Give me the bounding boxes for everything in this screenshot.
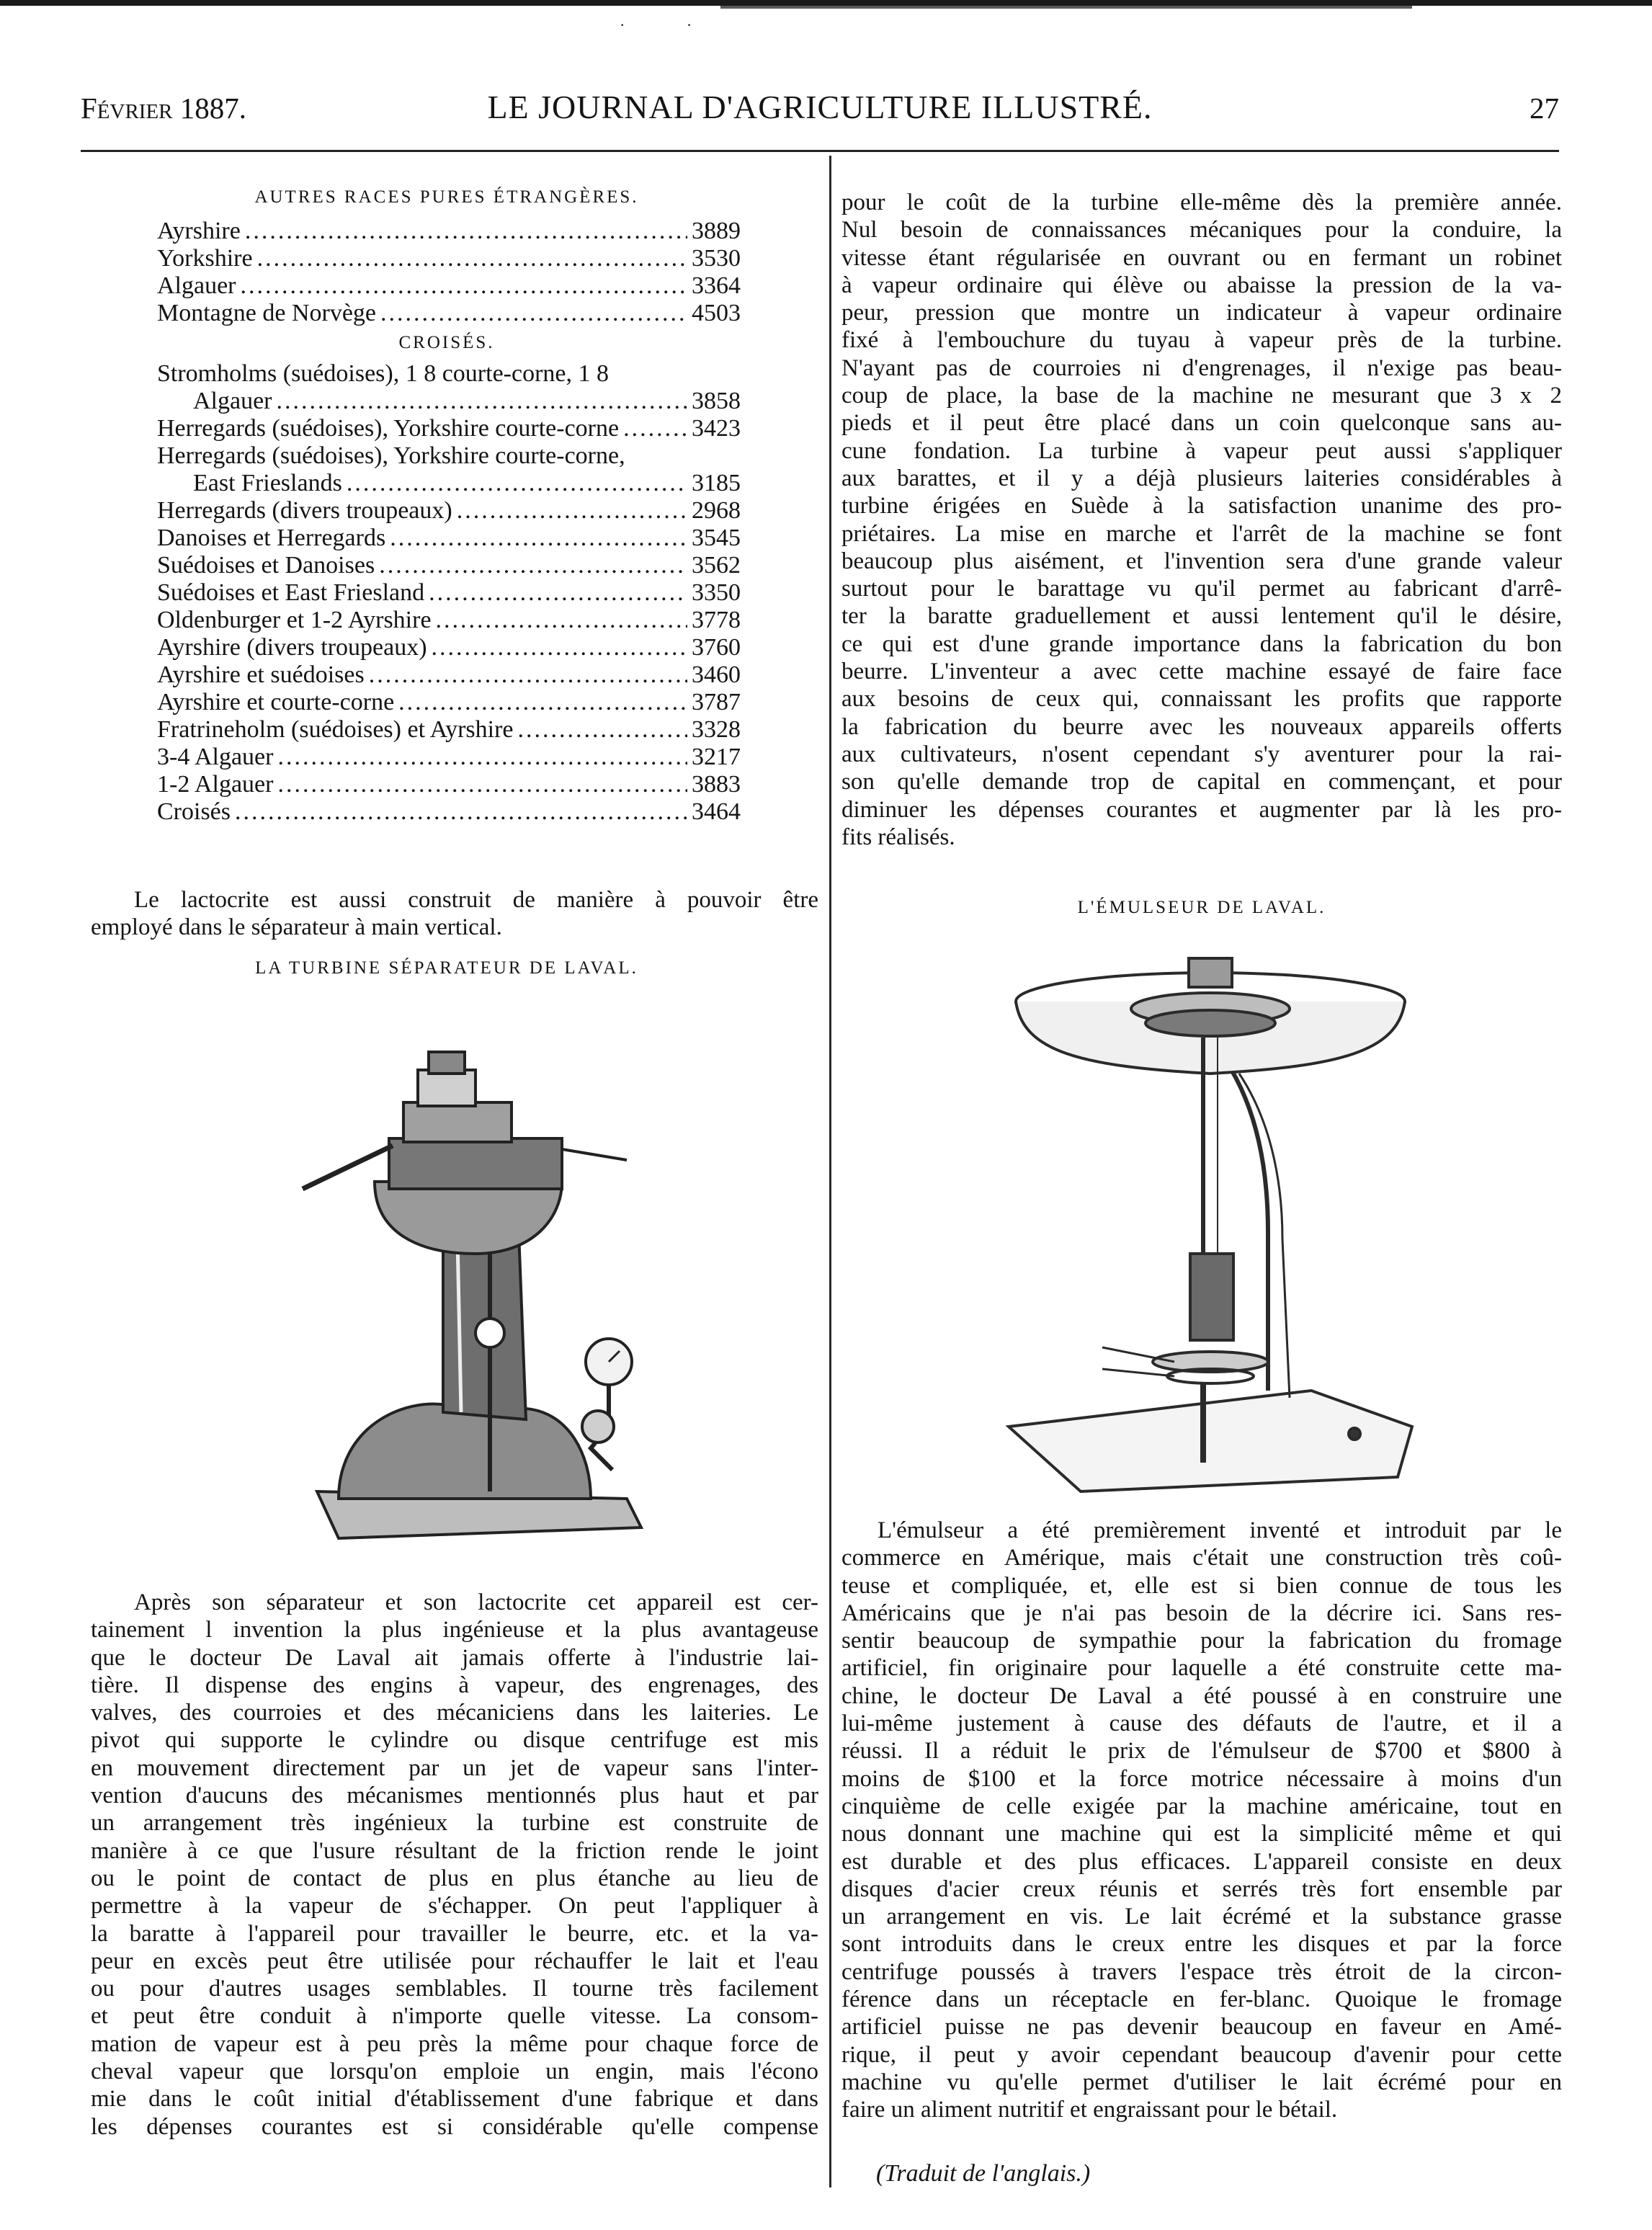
text-line: vitesse étant régularisée en ouvrant ou en fermant un robinet <box>841 244 1562 271</box>
text-line: fixé à l'embouchure du tuyau à vapeur près de la turbine. <box>841 327 1562 354</box>
cross-name: Danoises et Herregards <box>157 525 386 551</box>
text-line: priétaires. La mise en marche et l'arrêt de la machine se font <box>841 520 1562 547</box>
list-item <box>157 716 741 744</box>
cross-value: 3464 <box>692 798 741 825</box>
cross-value: 3760 <box>692 634 741 661</box>
cross-name: 1-2 Algauer <box>157 771 274 798</box>
race-name: Yorkshire <box>157 245 253 272</box>
text-line: cune fondation. La turbine à vapeur peut aussi s'appliquer <box>841 437 1562 464</box>
races-list <box>157 218 741 327</box>
text-line: diminuer les dépenses courantes et augmenter par là les pro- <box>841 796 1562 823</box>
text-line: chine, le docteur De Laval a été poussé à en construire une <box>841 1682 1562 1709</box>
cross-name: Stromholms (suédoises), 1 8 courte-corne, 1 8 <box>157 360 609 387</box>
text-line: machine vu qu'elle permet d'utiliser le lait écrémé pour en <box>841 2069 1562 2095</box>
text-line: son qu'elle demande trop de capital en commençant, et pour <box>841 769 1562 795</box>
emulseur-text <box>841 1517 1562 2124</box>
text-line: teuse et compliquée, et, elle est si bien connue de tous les <box>841 1572 1562 1599</box>
text-line: aux besoins de ceux qui, connaissant les profits que rapporte <box>841 686 1562 713</box>
text-line: Américains que je n'ai pas besoin de la décrire ici. Sans res- <box>841 1600 1562 1626</box>
text-line: lui-même justement à cause des défauts de l'autre, et il a <box>841 1711 1562 1737</box>
text-line: Nul besoin de connaissances mécaniques pour la conduire, la <box>841 217 1562 244</box>
turbine-heading: LA TURBINE SÉPARATEUR DE LAVAL. <box>255 958 638 978</box>
cross-name: Herregards (suédoises), Yorkshire courte-corne, <box>157 442 625 469</box>
text-line: peur en excès peut être utilisée pour réchauffer le lait et l'eau <box>91 1948 818 1974</box>
text-line: artificiel puisse ne pas devenir beaucoup en faveur en Amé- <box>841 2014 1562 2041</box>
text-line: tière. Il dispense des engins à vapeur, des engrenages, des <box>91 1672 818 1698</box>
cross-value: 3217 <box>692 744 741 770</box>
cross-name: Herregards (suédoises), Yorkshire courte-corne <box>157 415 620 442</box>
list-item <box>157 689 741 716</box>
text-line: Le lactocrite est aussi construit de manière à pouvoir être <box>134 887 818 913</box>
cross-value: 3883 <box>692 771 741 798</box>
cross-name: Algauer <box>193 388 272 414</box>
cross-value: 3545 <box>692 525 741 551</box>
text-line: aux cultivateurs, n'osent cependant s'y aventurer pour la rai- <box>841 741 1562 767</box>
text-line: que le docteur De Laval ait jamais offerte à l'industrie lai- <box>91 1644 818 1671</box>
text-line: permettre à la vapeur de s'échapper. On peut l'appliquer à <box>91 1893 818 1919</box>
text-line: turbine érigées en Suède à la satisfaction unanime des pro- <box>841 493 1562 519</box>
cross-name: Fratrineholm (suédoises) et Ayrshire <box>157 716 514 743</box>
text-line: férence dans un réceptacle en fer-blanc. Quoique le fromage <box>841 1986 1562 2013</box>
text-line: sentir beaucoup de sympathie pour la fabrication du fromage <box>841 1628 1562 1654</box>
race-value: 3364 <box>692 272 741 299</box>
list-item <box>157 388 741 415</box>
text-line: est durable et des plus efficaces. L'appareil consiste en deux <box>841 1848 1562 1875</box>
list-item <box>157 661 741 689</box>
text-line: aux barattes, et il y a déjà plusieurs laiteries considérables à <box>841 465 1562 491</box>
text-line: beaucoup plus aisément, et l'invention sera d'une grande valeur <box>841 548 1562 574</box>
text-line: et peut être conduit à n'importe quelle vitesse. La consom- <box>91 2003 818 2030</box>
text-line: sont introduits dans le creux entre les disques et par la force <box>841 1931 1562 1958</box>
text-line: tainement l invention la plus ingénieuse et la plus avantageuse <box>91 1617 818 1643</box>
cross-value: 3778 <box>692 607 741 633</box>
top-border-rule-secondary <box>720 6 1412 9</box>
text-line: rique, il peut y avoir cependant beaucoup d'avenir pour cette <box>841 2041 1562 2068</box>
text-line: artificiel, fin originaire pour laquelle a été construite cette ma- <box>841 1655 1562 1682</box>
list-item <box>157 497 741 525</box>
text-line: la fabrication du beurre avec les nouveaux appareils offerts <box>841 713 1562 740</box>
text-line: vention d'aucuns des mécanismes mentionnés plus haut et par <box>91 1783 818 1809</box>
list-item <box>157 798 741 826</box>
list-item <box>157 415 741 442</box>
list-item <box>157 744 741 771</box>
text-line: cinquième de celle exigée par la machine américaine, tout en <box>841 1793 1562 1819</box>
journal-title: LE JOURNAL D'AGRICULTURE ILLUSTRÉ. <box>487 89 1153 125</box>
text-line: beurre. L'inventeur a avec cette machine essayé de faire face <box>841 659 1562 685</box>
list-item <box>157 552 741 579</box>
text-line: coup de place, la base de la machine ne mesurant que 3 x 2 <box>841 383 1562 409</box>
running-header <box>81 81 1559 131</box>
text-line: à vapeur ordinaire qui élève ou abaisse la pression de la va- <box>841 272 1562 298</box>
race-value: 3530 <box>692 245 741 272</box>
text-line: un arrangement très ingénieux la turbine est construite de <box>91 1810 818 1837</box>
cross-value: 3185 <box>692 470 741 496</box>
cross-value: 3460 <box>692 661 741 688</box>
text-line: centrifuge poussés à travers l'espace très étroit de la circon- <box>841 1958 1562 1985</box>
cross-value: 3787 <box>692 689 741 715</box>
translation-note: (Traduit de l'anglais.) <box>876 2160 1091 2187</box>
text-line: cheval vapeur que lorsqu'on emploie un engin, mais l'écono <box>91 2059 818 2085</box>
cross-value: 3423 <box>692 415 741 442</box>
race-name: Montagne de Norvège <box>157 300 377 326</box>
text-line: ter la baratte graduellement et aussi lentement qu'il le désire, <box>841 603 1562 630</box>
lactocrite-note <box>91 886 818 942</box>
text-line: en mouvement directement par un jet de vapeur sans l'inter- <box>91 1754 818 1781</box>
list-item <box>157 218 741 245</box>
races-heading: AUTRES RACES PURES ÉTRANGÈRES. <box>254 187 639 207</box>
text-line: Après son séparateur et son lactocrite cet appareil est cer- <box>134 1589 818 1615</box>
text-line: fits réalisés. <box>841 824 955 850</box>
cross-value: 3858 <box>692 388 741 414</box>
cross-name: East Frieslands <box>193 470 342 496</box>
cross-name: Herregards (divers troupeaux) <box>157 497 452 524</box>
cross-value: 3328 <box>692 716 741 743</box>
list-item <box>157 634 741 661</box>
text-line: nous donnant une machine qui est la simplicité même et qui <box>841 1821 1562 1847</box>
text-line: valves, des courroies et des mécaniciens dans les laiteries. Le <box>91 1700 818 1726</box>
cross-name: Oldenburger et 1-2 Ayrshire <box>157 607 432 633</box>
cross-name: Croisés <box>157 798 231 825</box>
race-name: Ayrshire <box>157 218 241 244</box>
text-line: mie dans le coût initial d'établissement d'une fabrique et dans <box>91 2086 818 2113</box>
text-line: réussi. Il a réduit le prix de l'émulseur de $700 et $800 à <box>841 1738 1562 1765</box>
emulseur-illustration <box>994 929 1426 1506</box>
text-line: manière à ce que l'usure résultant de la friction rende le joint <box>91 1837 818 1864</box>
cross-name: Ayrshire et courte-corne <box>157 689 395 715</box>
text-line: commerce en Amérique, mais c'était une construction très coû- <box>841 1545 1562 1571</box>
emulseur-heading: L'ÉMULSEUR DE LAVAL. <box>1077 898 1326 917</box>
text-line: ou le point de contact de plus en plus étanche au lieu de <box>91 1865 818 1891</box>
text-line: surtout pour le barattage vu qu'il permet au fabricant d'arrê- <box>841 576 1562 602</box>
text-line: peur, pression que montre un indicateur à vapeur ordinaire <box>841 300 1562 326</box>
cross-name: Ayrshire (divers troupeaux) <box>157 634 427 661</box>
list-item <box>157 245 741 272</box>
cross-value: 3350 <box>692 579 741 606</box>
cross-value: 3562 <box>692 552 741 579</box>
crosses-heading: CROISÉS. <box>398 333 495 352</box>
list-item <box>157 607 741 634</box>
printer-dots: · · <box>620 16 721 34</box>
race-value: 4503 <box>692 300 741 326</box>
cross-name: Suédoises et Danoises <box>157 552 375 579</box>
crosses-list <box>157 360 741 826</box>
cross-name: Suédoises et East Friesland <box>157 579 425 606</box>
text-line: moins de $100 et la force motrice nécessaire à moins d'un <box>841 1765 1562 1792</box>
header-rule <box>81 150 1559 152</box>
list-item <box>157 771 741 798</box>
list-item <box>157 579 741 607</box>
list-item <box>157 442 741 470</box>
list-item <box>157 360 741 388</box>
cross-name: 3-4 Algauer <box>157 744 274 770</box>
race-name: Algauer <box>157 272 236 299</box>
cross-value: 2968 <box>692 497 741 524</box>
text-line: ce qui est d'une grande importance dans la fabrication du bon <box>841 630 1562 657</box>
turbine-text-continued <box>841 189 1562 851</box>
text-line: ou pour d'autres usages semblables. Il tourne très facilement <box>91 1976 818 2002</box>
text-line: pivot qui supporte le cylindre ou disque centrifuge est mis <box>91 1727 818 1754</box>
text-line: un arrangement en vis. Le lait écrémé et la substance grasse <box>841 1904 1562 1930</box>
list-item <box>157 470 741 497</box>
text-line: employé dans le séparateur à main vertical. <box>91 914 502 941</box>
turbine-text <box>91 1589 818 2141</box>
text-line: la baratte à l'appareil pour travailler le beurre, etc. et la va- <box>91 1920 818 1947</box>
text-line: faire un aliment nutritif et engraissant pour le bétail. <box>841 2097 1338 2123</box>
text-line: mation de vapeur est à peu près la même pour chaque force de <box>91 2030 818 2057</box>
text-line: L'émulseur a été premièrement inventé et introduit par le <box>878 1517 1562 1543</box>
text-line: pieds et il peut être placé dans un coin quelconque sans au- <box>841 410 1562 437</box>
text-line: les dépenses courantes est si considérable qu'elle compense <box>91 2113 818 2140</box>
text-line: N'ayant pas de courroies ni d'engrenages, il n'exige pas beau- <box>841 354 1562 381</box>
page-number: 27 <box>1530 92 1559 125</box>
list-item <box>157 272 741 300</box>
turbine-separator-illustration <box>288 994 692 1556</box>
column-divider <box>829 156 831 2187</box>
list-item <box>157 300 741 327</box>
header-date: Février 1887. <box>81 92 247 125</box>
text-line: pour le coût de la turbine elle-même dès la première année. <box>841 189 1562 215</box>
race-value: 3889 <box>692 218 741 244</box>
cross-name: Ayrshire et suédoises <box>157 661 365 688</box>
list-item <box>157 525 741 552</box>
top-border-rule <box>0 0 1652 6</box>
text-line: disques d'acier creux réunis et serrés très fort ensemble par <box>841 1876 1562 1902</box>
